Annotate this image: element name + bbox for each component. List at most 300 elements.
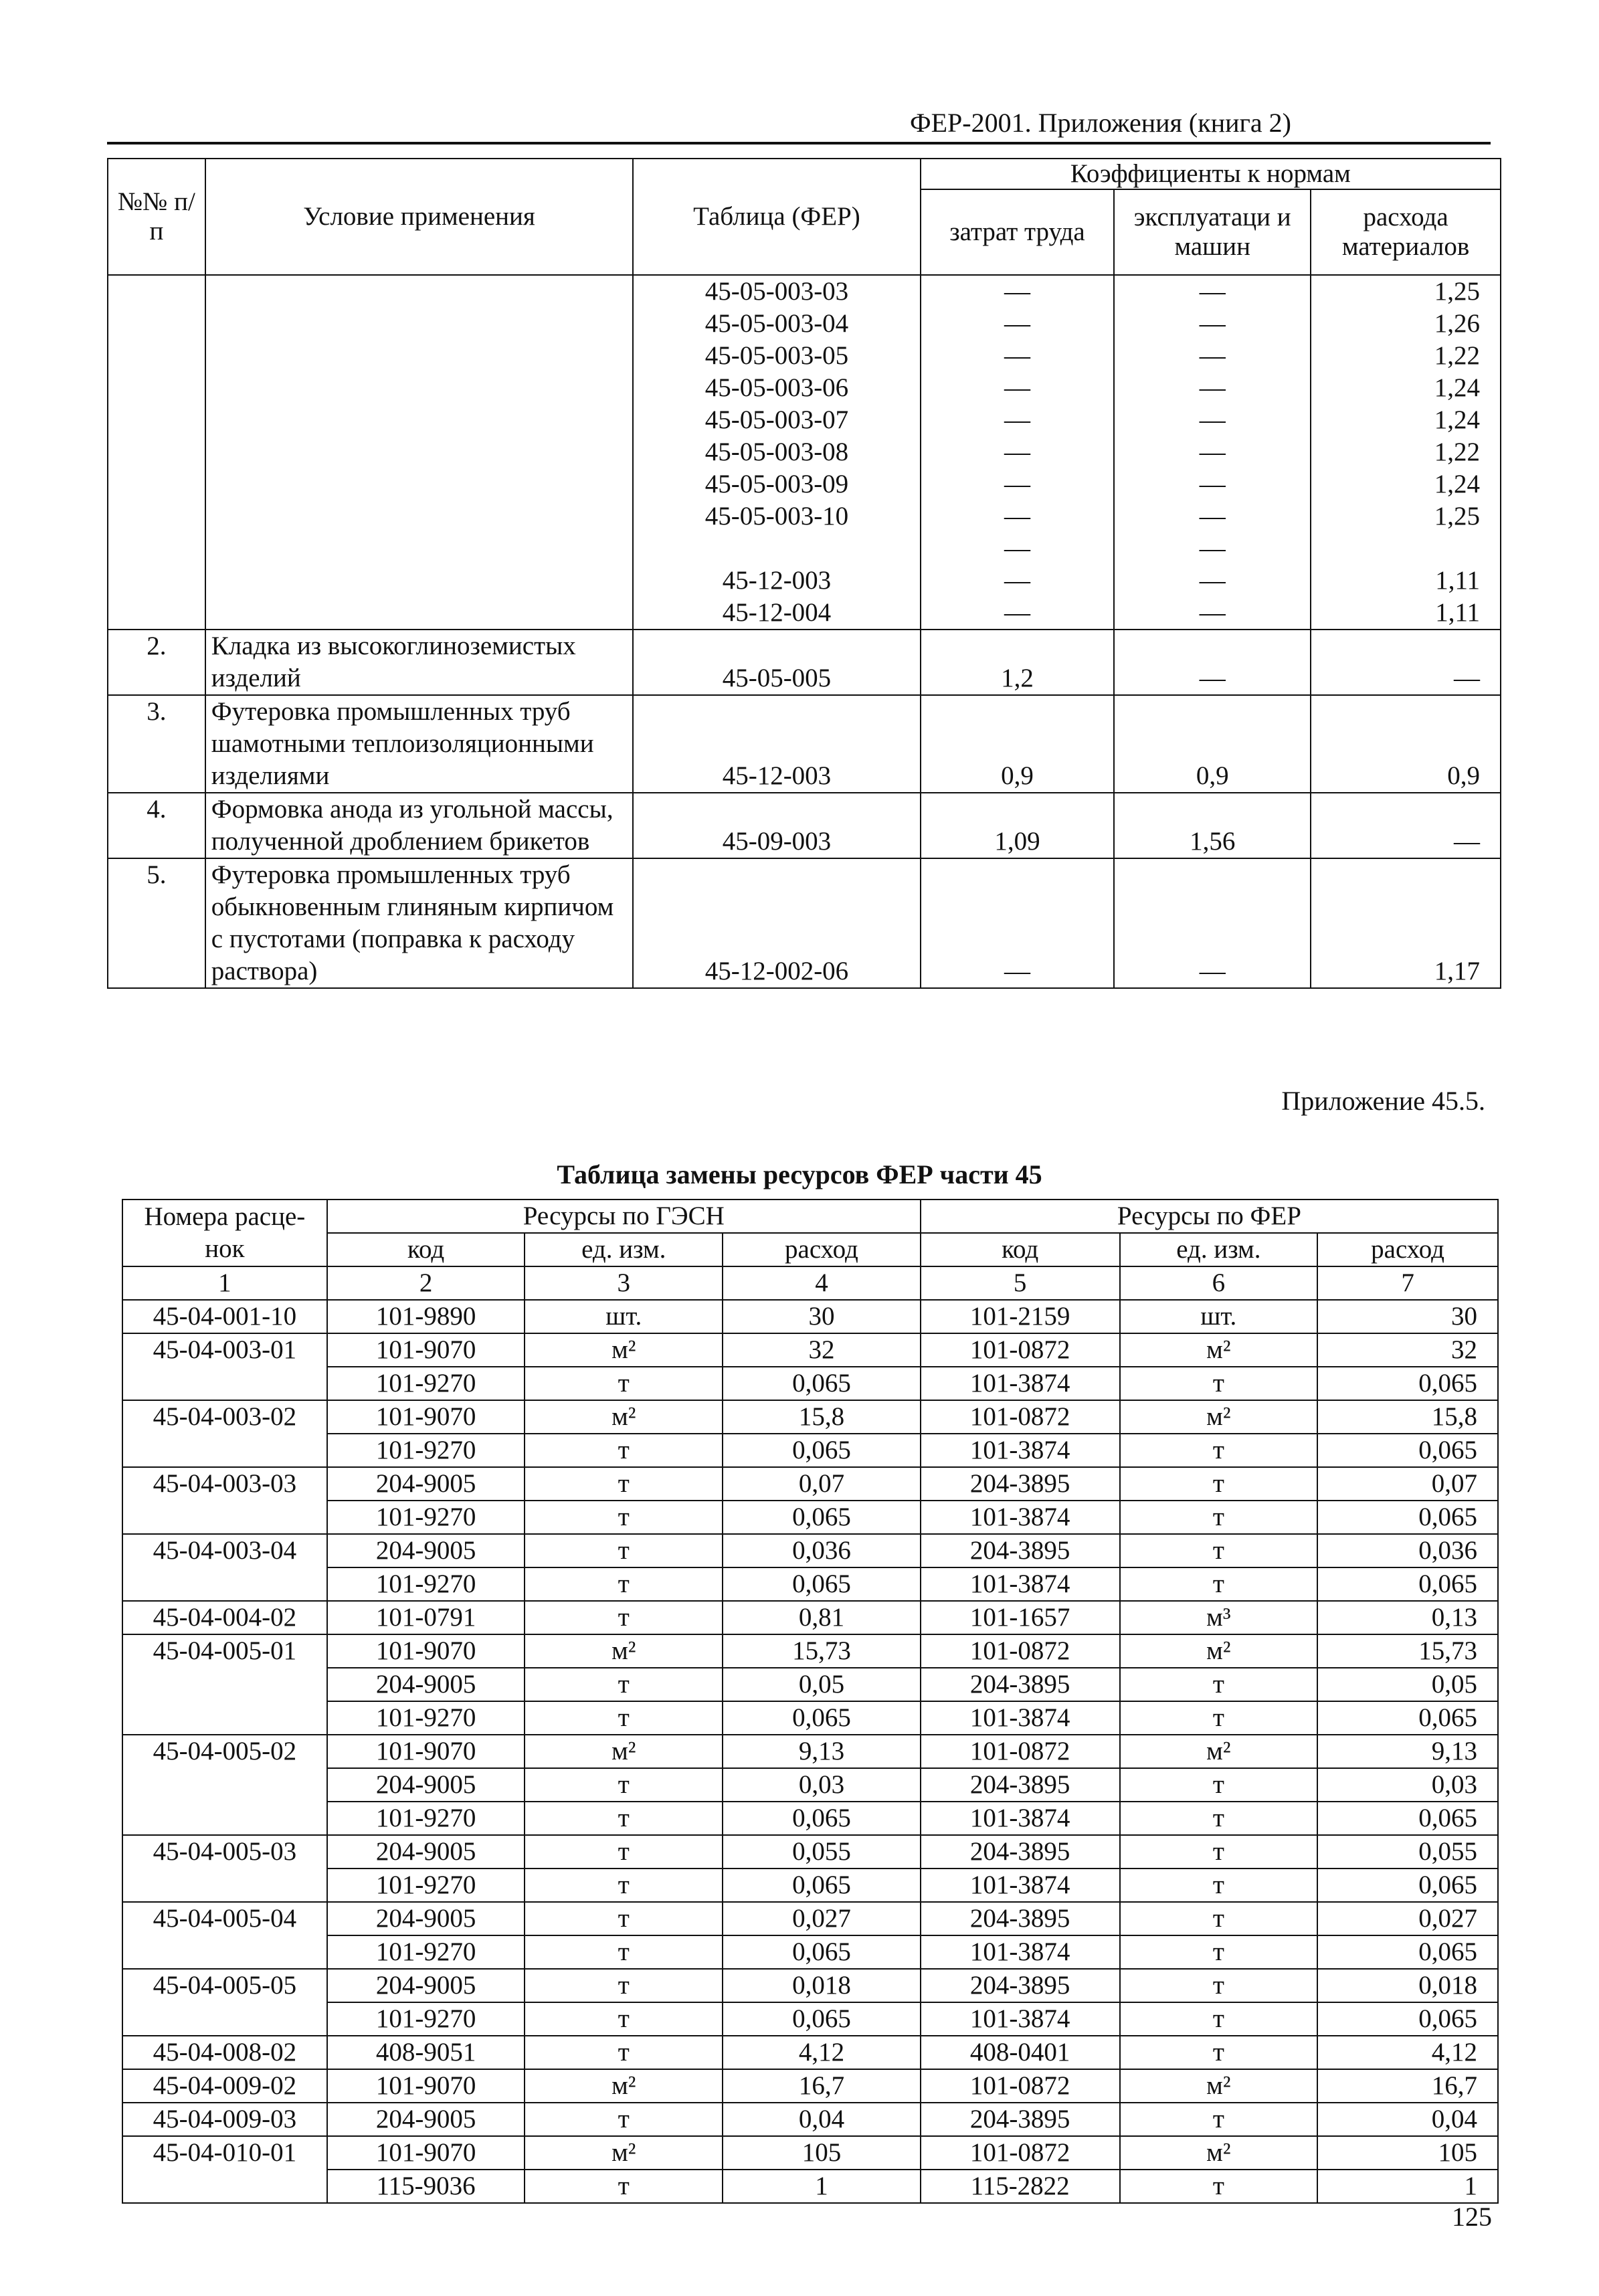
gesn-code-cell: 101-9070 (327, 1400, 525, 1434)
machines-cell: — (1114, 468, 1311, 500)
labor-cell: — (921, 404, 1115, 436)
table-row (122, 1969, 1498, 2002)
fer-unit-cell: т (1120, 1367, 1318, 1400)
col-materials: расхода материалов (1311, 189, 1501, 275)
gesn-unit-cell: шт. (525, 1300, 723, 1333)
gesn-unit-cell: т (525, 2002, 723, 2036)
rate-number-cell: 45-04-009-02 (122, 2069, 327, 2103)
materials-cell: 1,24 (1311, 372, 1501, 404)
gesn-unit-cell: т (525, 1935, 723, 1969)
gesn-amount-cell: 9,13 (723, 1735, 921, 1768)
fer-code-cell: 204-3895 (921, 1534, 1120, 1567)
fer-unit-cell: т (1120, 1434, 1318, 1467)
table-row (122, 2136, 1498, 2170)
table-row (108, 630, 1501, 695)
machines-cell: — (1114, 858, 1311, 988)
condition-cell (205, 275, 633, 630)
column-number-cell: 1 (122, 1266, 327, 1300)
fer-code-cell: 115-2822 (921, 2170, 1120, 2203)
fer-unit-cell: т (1120, 1869, 1318, 1902)
gesn-amount-cell: 105 (723, 2136, 921, 2170)
gesn-code-cell: 204-9005 (327, 1467, 525, 1501)
fer-code-cell: 101-3874 (921, 1802, 1120, 1835)
fer-code-cell: 101-3874 (921, 1434, 1120, 1467)
fer-amount-cell: 15,8 (1317, 1400, 1498, 1434)
table-row (108, 793, 1501, 858)
fer-code-cell: 101-0872 (921, 2136, 1120, 2170)
gesn-unit-cell: т (525, 1367, 723, 1400)
col-labor: затрат труда (921, 189, 1115, 275)
gesn-code-cell: 204-9005 (327, 1534, 525, 1567)
labor-cell: — (921, 372, 1115, 404)
machines-cell: — (1114, 500, 1311, 533)
fer-code-cell: 101-3874 (921, 1567, 1120, 1601)
table-row (122, 1935, 1498, 1969)
materials-cell: 1,25 (1311, 275, 1501, 308)
gesn-code-cell: 204-9005 (327, 1768, 525, 1802)
gesn-code-cell: 101-9070 (327, 2069, 525, 2103)
table-code-cell (633, 533, 920, 565)
gesn-unit-cell: т (525, 1434, 723, 1467)
fer-unit-cell: т (1120, 1534, 1318, 1567)
gesn-unit-cell: т (525, 1467, 723, 1501)
resource-replacement-table (122, 1199, 1499, 2204)
table-code-cell: 45-05-003-06 (633, 372, 920, 404)
fer-amount-cell: 32 (1317, 1333, 1498, 1367)
gesn-amount-cell: 0,036 (723, 1534, 921, 1567)
rate-number-cell: 45-04-005-02 (122, 1735, 327, 1835)
machines-cell: — (1114, 404, 1311, 436)
fer-amount-cell: 1 (1317, 2170, 1498, 2203)
materials-cell: 1,22 (1311, 340, 1501, 372)
gesn-code-cell: 101-9270 (327, 2002, 525, 2036)
gesn-unit-cell: т (525, 1668, 723, 1701)
machines-cell: — (1114, 630, 1311, 695)
gesn-amount-cell: 1 (723, 2170, 921, 2203)
materials-cell: — (1311, 793, 1501, 858)
fer-amount-cell: 0,065 (1317, 1501, 1498, 1534)
col-condition: Условие применения (205, 159, 633, 275)
labor-cell: 0,9 (921, 695, 1115, 793)
col-fer-code: код (921, 1233, 1120, 1266)
running-title: ФЕР-2001. Приложения (книга 2) (910, 108, 1291, 138)
fer-amount-cell: 0,065 (1317, 1367, 1498, 1400)
gesn-code-cell: 101-9070 (327, 2136, 525, 2170)
table-row (122, 1434, 1498, 1467)
table-row (122, 1802, 1498, 1835)
table-code-cell: 45-05-003-09 (633, 468, 920, 500)
table-row (122, 1567, 1498, 1601)
fer-amount-cell: 0,13 (1317, 1601, 1498, 1634)
table-code-cell: 45-05-003-10 (633, 500, 920, 533)
table2-body (122, 1300, 1498, 2203)
gesn-code-cell: 204-9005 (327, 1902, 525, 1935)
fer-code-cell: 204-3895 (921, 1969, 1120, 2002)
rate-number-cell: 45-04-004-02 (122, 1601, 327, 1634)
gesn-unit-cell: т (525, 1768, 723, 1802)
materials-cell: 1,24 (1311, 404, 1501, 436)
fer-code-cell: 101-0872 (921, 1400, 1120, 1434)
condition-cell: Футеровка промышленных труб обыкновенным глиняным кирпичом с пустотами (поправка к расходу раствора) (205, 858, 633, 988)
table-code-cell: 45-05-003-05 (633, 340, 920, 372)
gesn-unit-cell: т (525, 1567, 723, 1601)
table-row (122, 1701, 1498, 1735)
gesn-unit-cell: т (525, 1902, 723, 1935)
rate-number-cell: 45-04-008-02 (122, 2036, 327, 2069)
machines-cell: — (1114, 340, 1311, 372)
gesn-code-cell: 115-9036 (327, 2170, 525, 2203)
gesn-amount-cell: 0,07 (723, 1467, 921, 1501)
gesn-unit-cell: м² (525, 1735, 723, 1768)
table-row (122, 1501, 1498, 1534)
fer-code-cell: 408-0401 (921, 2036, 1120, 2069)
labor-cell: — (921, 468, 1115, 500)
gesn-amount-cell: 0,065 (723, 1802, 921, 1835)
table-row (122, 1300, 1498, 1333)
rate-number-cell: 45-04-005-03 (122, 1835, 327, 1902)
fer-amount-cell: 0,065 (1317, 1802, 1498, 1835)
fer-unit-cell: т (1120, 1802, 1318, 1835)
table-row (122, 1869, 1498, 1902)
gesn-amount-cell: 15,8 (723, 1400, 921, 1434)
condition-cell: Футеровка промышленных труб шамотными теплоизоляционными изделиями (205, 695, 633, 793)
table-code-cell: 45-09-003 (633, 793, 920, 858)
table-code-cell: 45-05-003-07 (633, 404, 920, 436)
condition-cell: Кладка из высокоглиноземистых изделий (205, 630, 633, 695)
gesn-unit-cell: т (525, 2170, 723, 2203)
table-code-cell: 45-12-002-06 (633, 858, 920, 988)
fer-amount-cell: 0,065 (1317, 1869, 1498, 1902)
num-cell: 3. (108, 695, 205, 793)
gesn-code-cell: 204-9005 (327, 1668, 525, 1701)
table-row (122, 1735, 1498, 1768)
fer-code-cell: 101-1657 (921, 1601, 1120, 1634)
materials-cell: 0,9 (1311, 695, 1501, 793)
table-row (122, 2103, 1498, 2136)
gesn-unit-cell: т (525, 1869, 723, 1902)
fer-unit-cell: м³ (1120, 1601, 1318, 1634)
materials-cell: 1,11 (1311, 565, 1501, 597)
rate-number-cell: 45-04-003-01 (122, 1333, 327, 1400)
fer-unit-cell: м² (1120, 1333, 1318, 1367)
materials-cell: 1,24 (1311, 468, 1501, 500)
table-row (122, 1400, 1498, 1434)
fer-unit-cell: т (1120, 1467, 1318, 1501)
fer-amount-cell: 4,12 (1317, 2036, 1498, 2069)
gesn-amount-cell: 0,065 (723, 1701, 921, 1735)
num-cell: 4. (108, 793, 205, 858)
gesn-code-cell: 101-9070 (327, 1333, 525, 1367)
labor-cell: — (921, 500, 1115, 533)
fer-unit-cell: м² (1120, 2136, 1318, 2170)
column-number-cell: 2 (327, 1266, 525, 1300)
fer-unit-cell: т (1120, 1835, 1318, 1869)
table-code-cell: 45-12-003 (633, 565, 920, 597)
col-gesn-code: код (327, 1233, 525, 1266)
gesn-unit-cell: м² (525, 1333, 723, 1367)
rate-number-cell: 45-04-003-03 (122, 1467, 327, 1534)
column-number-cell: 7 (1317, 1266, 1498, 1300)
table-code-cell: 45-05-005 (633, 630, 920, 695)
column-number-cell: 3 (525, 1266, 723, 1300)
materials-cell: 1,17 (1311, 858, 1501, 988)
labor-cell: — (921, 340, 1115, 372)
fer-amount-cell: 9,13 (1317, 1735, 1498, 1768)
table-row (108, 858, 1501, 988)
gesn-unit-cell: т (525, 1501, 723, 1534)
materials-cell: 1,11 (1311, 597, 1501, 630)
table-row (108, 695, 1501, 793)
gesn-code-cell: 101-9270 (327, 1869, 525, 1902)
num-cell: 5. (108, 858, 205, 988)
fer-code-cell: 101-0872 (921, 2069, 1120, 2103)
gesn-unit-cell: м² (525, 2136, 723, 2170)
fer-unit-cell: т (1120, 1935, 1318, 1969)
fer-code-cell: 204-3895 (921, 1768, 1120, 1802)
col-fer-group: Ресурсы по ФЕР (921, 1200, 1498, 1233)
gesn-code-cell: 204-9005 (327, 2103, 525, 2136)
fer-amount-cell: 0,065 (1317, 1567, 1498, 1601)
appendix-label: Приложение 45.5. (1281, 1086, 1485, 1116)
table-code-cell: 45-12-003 (633, 695, 920, 793)
page-number: 125 (1452, 2202, 1492, 2232)
table2-title: Таблица замены ресурсов ФЕР части 45 (557, 1159, 1042, 1189)
numbered-rows (108, 630, 1501, 988)
col-fer-unit: ед. изм. (1120, 1233, 1318, 1266)
gesn-amount-cell: 0,065 (723, 2002, 921, 2036)
rate-number-cell: 45-04-010-01 (122, 2136, 327, 2203)
gesn-amount-cell: 0,065 (723, 1567, 921, 1601)
fer-unit-cell: т (1120, 2002, 1318, 2036)
col-gesn-group: Ресурсы по ГЭСН (327, 1200, 921, 1233)
fer-unit-cell: т (1120, 2103, 1318, 2136)
fer-unit-cell: т (1120, 1902, 1318, 1935)
table-row (108, 275, 1501, 308)
col-table: Таблица (ФЕР) (633, 159, 920, 275)
rate-number-cell: 45-04-009-03 (122, 2103, 327, 2136)
col-coef-group: Коэффициенты к нормам (921, 159, 1501, 189)
table-row (122, 1902, 1498, 1935)
header-rule (107, 142, 1491, 145)
gesn-amount-cell: 0,065 (723, 1434, 921, 1467)
rate-number-cell: 45-04-001-10 (122, 1300, 327, 1333)
fer-amount-cell: 0,065 (1317, 1701, 1498, 1735)
machines-cell: — (1114, 436, 1311, 468)
table-row (122, 1467, 1498, 1501)
labor-cell: 1,2 (921, 630, 1115, 695)
labor-cell: — (921, 275, 1115, 308)
fer-amount-cell: 0,036 (1317, 1534, 1498, 1567)
machines-cell: 0,9 (1114, 695, 1311, 793)
table-row (122, 1601, 1498, 1634)
fer-unit-cell: м² (1120, 1735, 1318, 1768)
column-number-cell: 5 (921, 1266, 1120, 1300)
fer-amount-cell: 0,04 (1317, 2103, 1498, 2136)
column-numbers-row (122, 1266, 1498, 1300)
machines-cell: — (1114, 565, 1311, 597)
materials-cell: 1,26 (1311, 308, 1501, 340)
gesn-code-cell: 408-9051 (327, 2036, 525, 2069)
column-number-cell: 4 (723, 1266, 921, 1300)
machines-cell: — (1114, 533, 1311, 565)
fer-code-cell: 204-3895 (921, 1668, 1120, 1701)
table-row (122, 1333, 1498, 1367)
gesn-unit-cell: т (525, 1601, 723, 1634)
gesn-code-cell: 101-9070 (327, 1735, 525, 1768)
materials-cell (1311, 533, 1501, 565)
fer-unit-cell: м² (1120, 1400, 1318, 1434)
table-code-cell: 45-12-004 (633, 597, 920, 630)
gesn-amount-cell: 0,018 (723, 1969, 921, 2002)
gesn-amount-cell: 16,7 (723, 2069, 921, 2103)
group1-rows (108, 275, 1501, 630)
gesn-amount-cell: 0,05 (723, 1668, 921, 1701)
fer-code-cell: 204-3895 (921, 1835, 1120, 1869)
materials-cell: 1,25 (1311, 500, 1501, 533)
gesn-unit-cell: т (525, 1701, 723, 1735)
num-cell (108, 275, 205, 630)
fer-code-cell: 101-0872 (921, 1634, 1120, 1668)
gesn-amount-cell: 0,065 (723, 1367, 921, 1400)
gesn-amount-cell: 0,03 (723, 1768, 921, 1802)
table-row (122, 1835, 1498, 1869)
col-gesn-unit: ед. изм. (525, 1233, 723, 1266)
gesn-code-cell: 101-9270 (327, 1567, 525, 1601)
fer-code-cell: 204-3895 (921, 2103, 1120, 2136)
machines-cell: 1,56 (1114, 793, 1311, 858)
gesn-amount-cell: 0,04 (723, 2103, 921, 2136)
fer-code-cell: 101-3874 (921, 1501, 1120, 1534)
machines-cell: — (1114, 308, 1311, 340)
materials-cell: 1,22 (1311, 436, 1501, 468)
fer-amount-cell: 0,065 (1317, 1434, 1498, 1467)
fer-code-cell: 204-3895 (921, 1467, 1120, 1501)
labor-cell: — (921, 533, 1115, 565)
table-row (122, 2170, 1498, 2203)
gesn-code-cell: 101-9270 (327, 1434, 525, 1467)
gesn-unit-cell: м² (525, 2069, 723, 2103)
fer-amount-cell: 105 (1317, 2136, 1498, 2170)
gesn-amount-cell: 0,065 (723, 1869, 921, 1902)
gesn-unit-cell: т (525, 1969, 723, 2002)
rate-number-cell: 45-04-005-04 (122, 1902, 327, 1969)
fer-code-cell: 101-3874 (921, 1935, 1120, 1969)
machines-cell: — (1114, 597, 1311, 630)
fer-code-cell: 204-3895 (921, 1902, 1120, 1935)
col-num: №№ п/п (108, 159, 205, 275)
gesn-amount-cell: 0,065 (723, 1935, 921, 1969)
labor-cell: — (921, 565, 1115, 597)
fer-amount-cell: 0,027 (1317, 1902, 1498, 1935)
table-row (122, 2036, 1498, 2069)
gesn-code-cell: 101-9270 (327, 1367, 525, 1400)
table-row (122, 1367, 1498, 1400)
gesn-amount-cell: 0,065 (723, 1501, 921, 1534)
fer-unit-cell: м² (1120, 2069, 1318, 2103)
gesn-unit-cell: т (525, 2103, 723, 2136)
fer-amount-cell: 30 (1317, 1300, 1498, 1333)
machines-cell: — (1114, 275, 1311, 308)
table-row (122, 1768, 1498, 1802)
gesn-code-cell: 101-9270 (327, 1935, 525, 1969)
col-gesn-amount: расход (723, 1233, 921, 1266)
column-number-cell: 6 (1120, 1266, 1318, 1300)
gesn-code-cell: 101-0791 (327, 1601, 525, 1634)
fer-unit-cell: т (1120, 1701, 1318, 1735)
rate-number-cell: 45-04-005-01 (122, 1634, 327, 1735)
table-row (122, 1634, 1498, 1668)
gesn-amount-cell: 4,12 (723, 2036, 921, 2069)
rate-number-cell: 45-04-003-02 (122, 1400, 327, 1467)
fer-unit-cell: т (1120, 1567, 1318, 1601)
fer-code-cell: 101-2159 (921, 1300, 1120, 1333)
machines-cell: — (1114, 372, 1311, 404)
fer-unit-cell: м² (1120, 1634, 1318, 1668)
fer-unit-cell: т (1120, 1668, 1318, 1701)
gesn-amount-cell: 0,055 (723, 1835, 921, 1869)
gesn-code-cell: 101-9270 (327, 1501, 525, 1534)
fer-amount-cell: 0,065 (1317, 2002, 1498, 2036)
materials-cell: — (1311, 630, 1501, 695)
table-row (122, 2002, 1498, 2036)
fer-code-cell: 101-3874 (921, 2002, 1120, 2036)
rate-number-cell: 45-04-003-04 (122, 1534, 327, 1601)
table-row (122, 2069, 1498, 2103)
labor-cell: — (921, 436, 1115, 468)
gesn-unit-cell: т (525, 1534, 723, 1567)
table-code-cell: 45-05-003-04 (633, 308, 920, 340)
gesn-unit-cell: м² (525, 1634, 723, 1668)
fer-code-cell: 101-0872 (921, 1735, 1120, 1768)
gesn-amount-cell: 0,81 (723, 1601, 921, 1634)
gesn-amount-cell: 0,027 (723, 1902, 921, 1935)
fer-amount-cell: 0,05 (1317, 1668, 1498, 1701)
col-fer-amount: расход (1317, 1233, 1498, 1266)
fer-code-cell: 101-3874 (921, 1367, 1120, 1400)
labor-cell: — (921, 308, 1115, 340)
col-rates: Номера расце-нок (122, 1200, 327, 1266)
fer-amount-cell: 0,018 (1317, 1969, 1498, 2002)
col-machines: эксплуатаци и машин (1114, 189, 1311, 275)
fer-unit-cell: т (1120, 2036, 1318, 2069)
table-row (122, 1668, 1498, 1701)
fer-unit-cell: т (1120, 1768, 1318, 1802)
gesn-code-cell: 101-9890 (327, 1300, 525, 1333)
fer-amount-cell: 0,065 (1317, 1935, 1498, 1969)
gesn-unit-cell: м² (525, 1400, 723, 1434)
gesn-unit-cell: т (525, 1835, 723, 1869)
fer-amount-cell: 0,055 (1317, 1835, 1498, 1869)
gesn-code-cell: 204-9005 (327, 1969, 525, 2002)
fer-amount-cell: 0,03 (1317, 1768, 1498, 1802)
table-row (122, 1534, 1498, 1567)
gesn-unit-cell: т (525, 1802, 723, 1835)
table-code-cell: 45-05-003-08 (633, 436, 920, 468)
rate-number-cell: 45-04-005-05 (122, 1969, 327, 2036)
labor-cell: — (921, 597, 1115, 630)
condition-cell: Формовка анода из угольной массы, полученной дроблением брикетов (205, 793, 633, 858)
fer-code-cell: 101-3874 (921, 1869, 1120, 1902)
gesn-code-cell: 101-9270 (327, 1701, 525, 1735)
fer-amount-cell: 15,73 (1317, 1634, 1498, 1668)
fer-unit-cell: шт. (1120, 1300, 1318, 1333)
fer-unit-cell: т (1120, 2170, 1318, 2203)
fer-code-cell: 101-3874 (921, 1701, 1120, 1735)
gesn-amount-cell: 32 (723, 1333, 921, 1367)
gesn-unit-cell: т (525, 2036, 723, 2069)
gesn-code-cell: 204-9005 (327, 1835, 525, 1869)
coefficients-table (107, 158, 1501, 989)
